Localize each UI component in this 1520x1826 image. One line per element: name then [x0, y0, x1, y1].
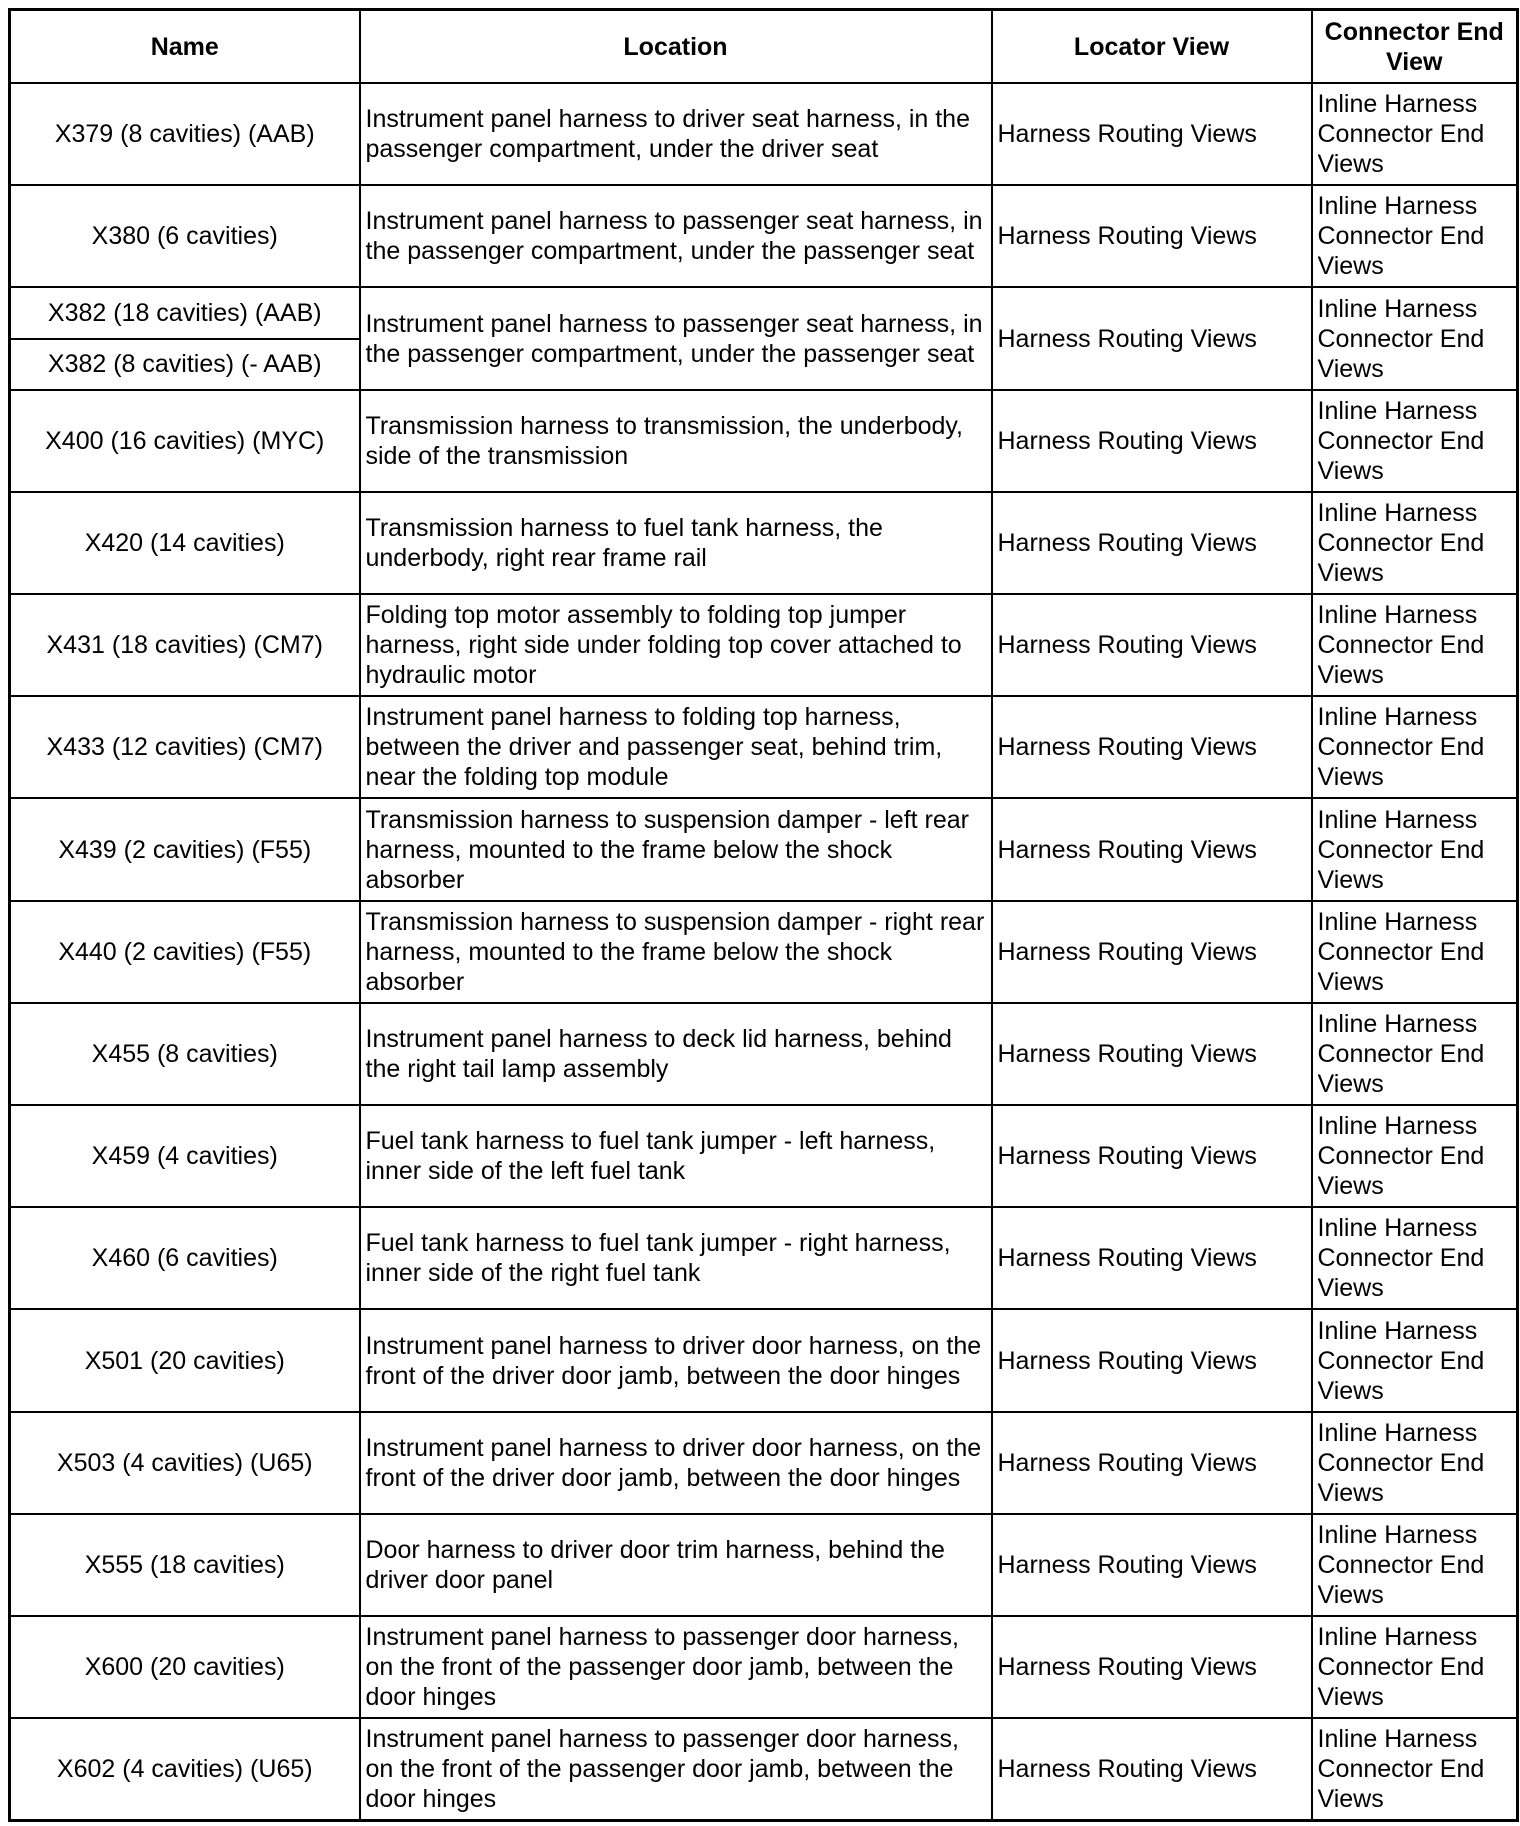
row-location: Fuel tank harness to fuel tank jumper - left harness, inner side of the left fuel tank	[360, 1105, 992, 1207]
row-locator-view: Harness Routing Views	[992, 1514, 1312, 1616]
row-connector-end-view: Inline Harness Connector End Views	[1312, 1718, 1518, 1820]
row-connector-end-view: Inline Harness Connector End Views	[1312, 798, 1518, 900]
connector-table	[8, 8, 1519, 1822]
table-row	[10, 1309, 1518, 1411]
row-locator-view: Harness Routing Views	[992, 1207, 1312, 1309]
row-name: X555 (18 cavities)	[10, 1514, 360, 1616]
row-location: Folding top motor assembly to folding top jumper harness, right side under folding top cover attached to hydraulic motor	[360, 594, 992, 696]
table-row	[10, 901, 1518, 1003]
table-row	[10, 390, 1518, 492]
row-name: X379 (8 cavities) (AAB)	[10, 83, 360, 185]
row-connector-end-view: Inline Harness Connector End Views	[1312, 83, 1518, 185]
row-locator-view: Harness Routing Views	[992, 1105, 1312, 1207]
row-name: X602 (4 cavities) (U65)	[10, 1718, 360, 1820]
row-name: X455 (8 cavities)	[10, 1003, 360, 1105]
row-location: Transmission harness to fuel tank harness, the underbody, right rear frame rail	[360, 492, 992, 594]
row-connector-end-view: Inline Harness Connector End Views	[1312, 1616, 1518, 1718]
row-connector-end-view: Inline Harness Connector End Views	[1312, 1412, 1518, 1514]
row-connector-end-view: Inline Harness Connector End Views	[1312, 185, 1518, 287]
row-locator-view: Harness Routing Views	[992, 185, 1312, 287]
row-location: Instrument panel harness to passenger door harness, on the front of the passenger door jamb, between the door hinges	[360, 1616, 992, 1718]
row-name: X439 (2 cavities) (F55)	[10, 798, 360, 900]
row-name: X433 (12 cavities) (CM7)	[10, 696, 360, 798]
row-name: X382 (18 cavities) (AAB)	[10, 287, 360, 338]
row-locator-view: Harness Routing Views	[992, 1718, 1312, 1820]
row-connector-end-view: Inline Harness Connector End Views	[1312, 492, 1518, 594]
row-location: Fuel tank harness to fuel tank jumper - right harness, inner side of the right fuel tank	[360, 1207, 992, 1309]
row-location: Instrument panel harness to passenger seat harness, in the passenger compartment, under the passenger seat	[360, 185, 992, 287]
row-name: X459 (4 cavities)	[10, 1105, 360, 1207]
row-connector-end-view: Inline Harness Connector End Views	[1312, 287, 1518, 389]
row-name: X380 (6 cavities)	[10, 185, 360, 287]
row-connector-end-view: Inline Harness Connector End Views	[1312, 696, 1518, 798]
table-row	[10, 696, 1518, 798]
row-connector-end-view: Inline Harness Connector End Views	[1312, 594, 1518, 696]
row-locator-view: Harness Routing Views	[992, 1003, 1312, 1105]
table-row	[10, 1616, 1518, 1718]
table-row	[10, 798, 1518, 900]
row-connector-end-view: Inline Harness Connector End Views	[1312, 1105, 1518, 1207]
table-row	[10, 287, 1518, 338]
row-locator-view: Harness Routing Views	[992, 1412, 1312, 1514]
row-location: Instrument panel harness to deck lid harness, behind the right tail lamp assembly	[360, 1003, 992, 1105]
row-locator-view: Harness Routing Views	[992, 798, 1312, 900]
table-row	[10, 185, 1518, 287]
row-locator-view: Harness Routing Views	[992, 390, 1312, 492]
row-locator-view: Harness Routing Views	[992, 594, 1312, 696]
row-name-secondary: X382 (8 cavities) (- AAB)	[10, 339, 360, 390]
table-row	[10, 1412, 1518, 1514]
table-row	[10, 1718, 1518, 1820]
row-locator-view: Harness Routing Views	[992, 287, 1312, 389]
row-location: Transmission harness to suspension damper - right rear harness, mounted to the frame below the shock absorber	[360, 901, 992, 1003]
row-location: Instrument panel harness to driver seat harness, in the passenger compartment, under the driver seat	[360, 83, 992, 185]
row-location: Instrument panel harness to passenger door harness, on the front of the passenger door jamb, between the door hinges	[360, 1718, 992, 1820]
row-name: X600 (20 cavities)	[10, 1616, 360, 1718]
row-name: X431 (18 cavities) (CM7)	[10, 594, 360, 696]
row-location: Transmission harness to transmission, the underbody, side of the transmission	[360, 390, 992, 492]
row-connector-end-view: Inline Harness Connector End Views	[1312, 390, 1518, 492]
row-locator-view: Harness Routing Views	[992, 901, 1312, 1003]
row-name: X420 (14 cavities)	[10, 492, 360, 594]
row-name: X503 (4 cavities) (U65)	[10, 1412, 360, 1514]
row-locator-view: Harness Routing Views	[992, 1309, 1312, 1411]
row-connector-end-view: Inline Harness Connector End Views	[1312, 901, 1518, 1003]
row-locator-view: Harness Routing Views	[992, 696, 1312, 798]
row-connector-end-view: Inline Harness Connector End Views	[1312, 1309, 1518, 1411]
header-connector-end-view: Connector End View	[1312, 10, 1518, 84]
row-name: X400 (16 cavities) (MYC)	[10, 390, 360, 492]
row-locator-view: Harness Routing Views	[992, 492, 1312, 594]
row-location: Door harness to driver door trim harness, behind the driver door panel	[360, 1514, 992, 1616]
header-location: Location	[360, 10, 992, 84]
table-row	[10, 594, 1518, 696]
row-locator-view: Harness Routing Views	[992, 1616, 1312, 1718]
row-connector-end-view: Inline Harness Connector End Views	[1312, 1207, 1518, 1309]
row-name: X460 (6 cavities)	[10, 1207, 360, 1309]
row-connector-end-view: Inline Harness Connector End Views	[1312, 1003, 1518, 1105]
table-row	[10, 492, 1518, 594]
row-connector-end-view: Inline Harness Connector End Views	[1312, 1514, 1518, 1616]
row-location: Instrument panel harness to driver door harness, on the front of the driver door jamb, between the door hinges	[360, 1412, 992, 1514]
table-row	[10, 1105, 1518, 1207]
row-location: Instrument panel harness to driver door harness, on the front of the driver door jamb, between the door hinges	[360, 1309, 992, 1411]
table-row	[10, 1514, 1518, 1616]
table-row	[10, 1207, 1518, 1309]
header-locator-view: Locator View	[992, 10, 1312, 84]
row-location: Transmission harness to suspension damper - left rear harness, mounted to the frame below the shock absorber	[360, 798, 992, 900]
row-name: X501 (20 cavities)	[10, 1309, 360, 1411]
header-row	[10, 10, 1518, 84]
table-row	[10, 1003, 1518, 1105]
row-location: Instrument panel harness to folding top harness, between the driver and passenger seat, behind trim, near the folding top module	[360, 696, 992, 798]
row-location: Instrument panel harness to passenger seat harness, in the passenger compartment, under the passenger seat	[360, 287, 992, 389]
table-row	[10, 83, 1518, 185]
header-name: Name	[10, 10, 360, 84]
row-locator-view: Harness Routing Views	[992, 83, 1312, 185]
row-name: X440 (2 cavities) (F55)	[10, 901, 360, 1003]
